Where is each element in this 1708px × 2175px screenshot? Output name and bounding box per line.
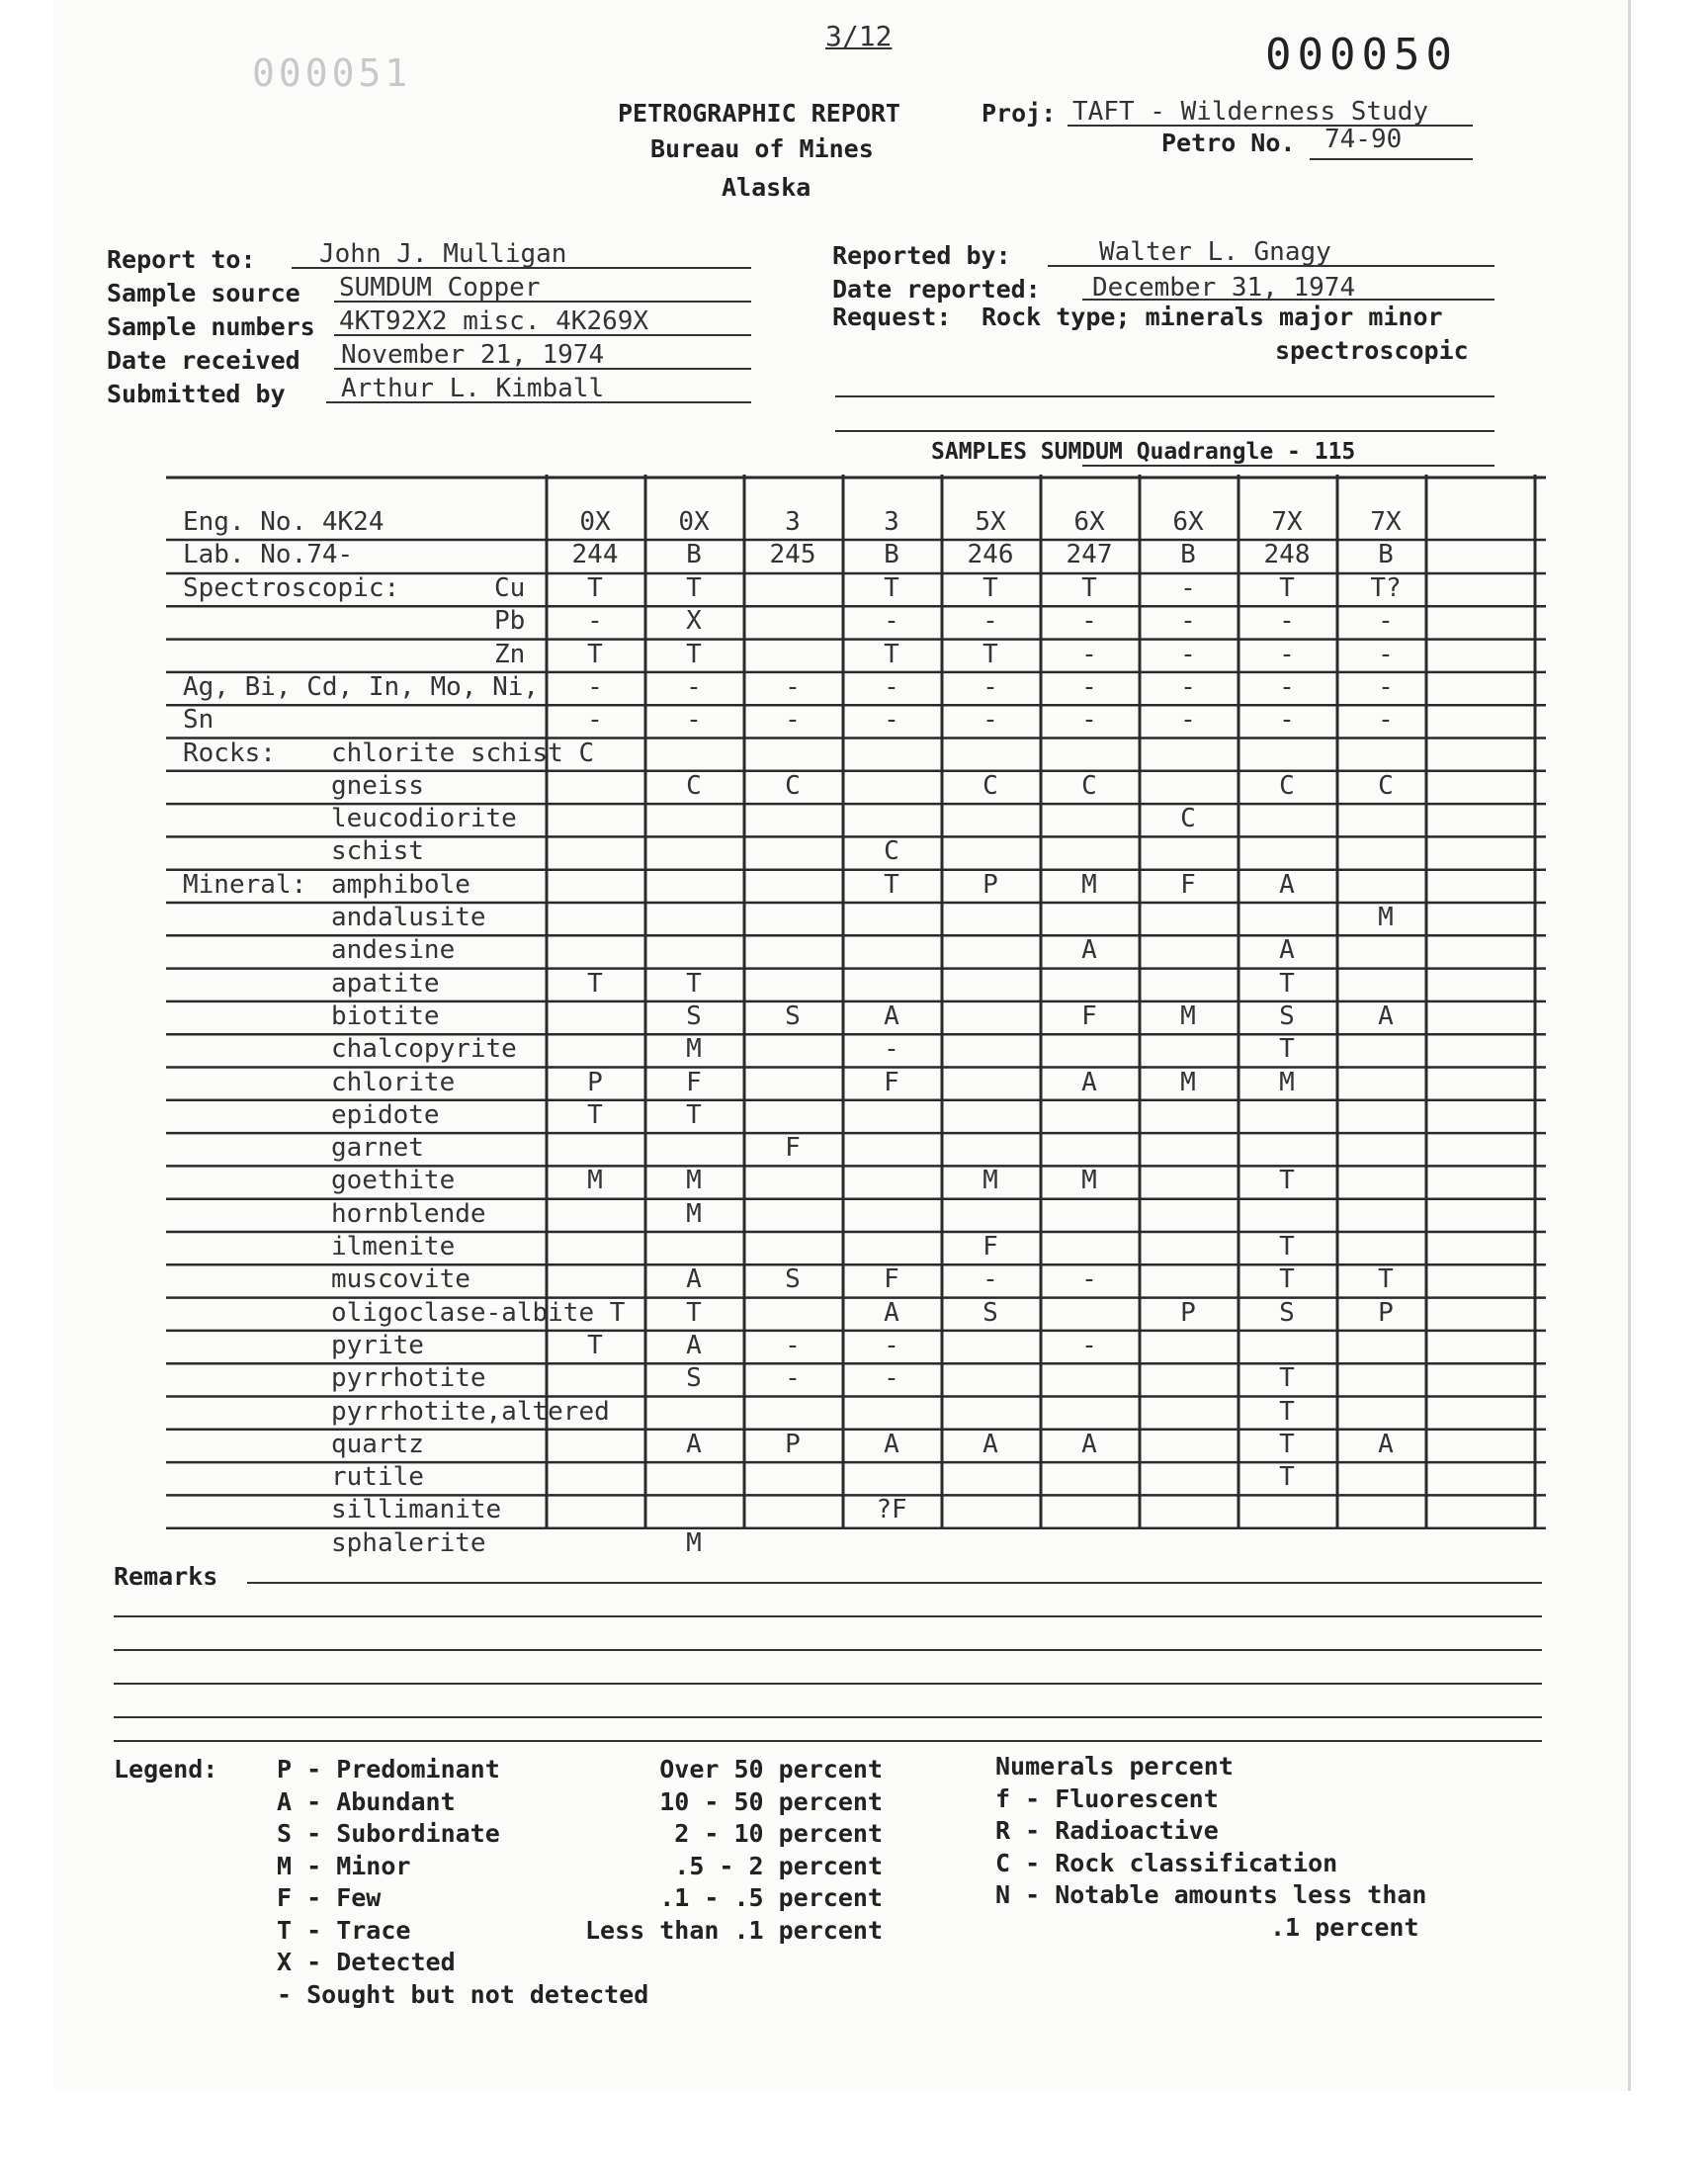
legend-code: A - Abundant bbox=[277, 1786, 456, 1816]
table-cell-value: - bbox=[785, 1330, 801, 1360]
eng-no-cell: 7X bbox=[1271, 507, 1303, 537]
eng-no-cell: 3 bbox=[785, 507, 801, 537]
legend-code: T - Trace bbox=[277, 1915, 411, 1945]
table-cell-value: A bbox=[686, 1330, 702, 1360]
table-cell-value: - bbox=[686, 671, 702, 702]
legend-code: P - Predominant bbox=[277, 1755, 500, 1784]
table-cell-value: T bbox=[587, 1099, 603, 1130]
table-cell-value: - bbox=[1378, 639, 1394, 669]
table-cell-value: T bbox=[686, 1099, 702, 1130]
table-cell-value: S bbox=[982, 1297, 998, 1328]
table-cell-value: T bbox=[1279, 968, 1295, 999]
table-cell-value: - bbox=[587, 671, 603, 702]
row-name: apatite bbox=[331, 968, 440, 999]
reported-by-value: Walter L. Gnagy bbox=[1099, 237, 1331, 267]
table-cell-value: P bbox=[982, 869, 998, 900]
legend-label: Legend: bbox=[114, 1755, 218, 1784]
table-cell-value: S bbox=[785, 1000, 801, 1031]
eng-no-cell: 0X bbox=[579, 507, 611, 537]
table-cell-value: F bbox=[785, 1133, 801, 1164]
table-cell-value: T bbox=[1378, 1264, 1394, 1295]
page-fraction: 3/12 bbox=[825, 20, 893, 52]
table-cell-value: - bbox=[1180, 573, 1196, 603]
table-cell-value: - bbox=[1378, 671, 1394, 702]
eng-no-cell: 5X bbox=[975, 507, 1006, 537]
legend-code: S - Subordinate bbox=[277, 1819, 500, 1848]
table-cell-value: P bbox=[587, 1067, 603, 1097]
table-cell-value: - bbox=[1081, 705, 1097, 736]
date-reported-value: December 31, 1974 bbox=[1092, 273, 1356, 303]
row-name: gneiss bbox=[331, 770, 424, 801]
row-name: muscovite bbox=[331, 1264, 470, 1295]
remarks-label: Remarks bbox=[114, 1562, 218, 1591]
sample-source-label: Sample source bbox=[107, 279, 300, 307]
table-cell-value: - bbox=[1081, 1264, 1097, 1295]
table-cell-value: T bbox=[686, 968, 702, 999]
table-cell-value: - bbox=[884, 671, 899, 702]
proj-label: Proj: bbox=[982, 99, 1057, 128]
table-cell-value: - bbox=[884, 1034, 899, 1065]
row-name: andalusite bbox=[331, 903, 486, 932]
row-name: quartz bbox=[331, 1429, 424, 1459]
table-cell-value: M bbox=[587, 1166, 603, 1196]
table-cell-value: F bbox=[982, 1232, 998, 1262]
table-cell-value: S bbox=[686, 1000, 702, 1031]
table-cell-value: T bbox=[1279, 1034, 1295, 1065]
table-cell-value: T bbox=[1279, 1429, 1295, 1459]
table-cell-value: - bbox=[587, 606, 603, 637]
table-cell-value: F bbox=[884, 1264, 899, 1295]
document-number: 000050 bbox=[1265, 30, 1458, 80]
table-cell-value: C bbox=[1279, 770, 1295, 801]
table-cell-value: S bbox=[785, 1264, 801, 1295]
table-cell-value: - bbox=[785, 671, 801, 702]
lab-no-cell: 246 bbox=[967, 540, 1014, 569]
row-name: pyrrhotite,altered bbox=[331, 1396, 610, 1427]
date-received-value: November 21, 1974 bbox=[341, 340, 605, 370]
date-reported-label: Date reported: bbox=[832, 275, 1041, 304]
row-name: goethite bbox=[331, 1166, 456, 1196]
table-cell-value: - bbox=[1081, 1330, 1097, 1360]
table-cell-value: A bbox=[982, 1429, 998, 1459]
row-name: amphibole bbox=[331, 869, 470, 900]
table-cell-value: M bbox=[1180, 1000, 1196, 1031]
legend-note: .1 percent bbox=[1270, 1912, 1419, 1942]
table-cell-value: - bbox=[1081, 639, 1097, 669]
row-group-label: Rocks: bbox=[183, 738, 276, 768]
row-name: chalcopyrite bbox=[331, 1034, 517, 1065]
table-cell-value: T bbox=[1279, 1462, 1295, 1493]
table-cell-value: T bbox=[1279, 1232, 1295, 1262]
legend-note: f - Fluorescent bbox=[995, 1784, 1219, 1813]
table-cell-value: T bbox=[884, 573, 899, 603]
table-cell-value: - bbox=[785, 705, 801, 736]
legend-percent: Over 50 percent bbox=[659, 1755, 883, 1784]
table-cell-value: - bbox=[1081, 671, 1097, 702]
table-cell-value: T bbox=[686, 573, 702, 603]
table-cell-value: T bbox=[1279, 1166, 1295, 1196]
petro-value: 74-90 bbox=[1324, 125, 1403, 154]
row-name: hornblende bbox=[331, 1198, 486, 1229]
table-cell-value: - bbox=[1378, 606, 1394, 637]
table-cell-value: T bbox=[686, 639, 702, 669]
lab-no-cell: B bbox=[1180, 540, 1196, 569]
bureau-name: Bureau of Mines bbox=[650, 134, 874, 163]
table-cell-value: C bbox=[884, 836, 899, 867]
table-cell-value: - bbox=[982, 705, 998, 736]
table-cell-value: A bbox=[1081, 935, 1097, 966]
table-cell-value: T bbox=[1081, 573, 1097, 603]
legend-note: C - Rock classification bbox=[995, 1848, 1338, 1877]
table-cell-value: - bbox=[1081, 606, 1097, 637]
table-cell-value: M bbox=[1081, 1166, 1097, 1196]
petro-label: Petro No. bbox=[1161, 129, 1296, 157]
report-to-value: John J. Mulligan bbox=[319, 239, 567, 269]
table-cell-value: T bbox=[884, 639, 899, 669]
lab-no-cell: B bbox=[686, 540, 702, 569]
table-cell-value: F bbox=[884, 1067, 899, 1097]
table-cell-value: - bbox=[1279, 671, 1295, 702]
table-cell-value: T bbox=[587, 639, 603, 669]
table-cell-value: S bbox=[1279, 1000, 1295, 1031]
table-cell-value: M bbox=[686, 1166, 702, 1196]
legend-code: F - Few bbox=[277, 1883, 382, 1912]
table-cell-value: S bbox=[1279, 1297, 1295, 1328]
legend-code: - Sought but not detected bbox=[277, 1979, 649, 2009]
table-cell-value: - bbox=[1279, 705, 1295, 736]
lab-no-cell: 248 bbox=[1263, 540, 1311, 569]
table-cell-value: C bbox=[686, 770, 702, 801]
mineral-table bbox=[166, 475, 1546, 1558]
table-cell-value: A bbox=[1081, 1429, 1097, 1459]
document-page bbox=[54, 0, 1628, 2091]
legend-percent: 10 - 50 percent bbox=[659, 1786, 883, 1816]
table-cell-value: M bbox=[686, 1198, 702, 1229]
table-cell-value: - bbox=[884, 606, 899, 637]
proj-value: TAFT - Wilderness Study bbox=[1072, 97, 1429, 127]
faint-stamp-number: 000051 bbox=[252, 51, 412, 95]
table-cell-value: M bbox=[686, 1034, 702, 1065]
lab-no-cell: B bbox=[1378, 540, 1394, 569]
sample-numbers-value: 4KT92X2 misc. 4K269X bbox=[339, 306, 649, 336]
table-cell-value: A bbox=[1378, 1429, 1394, 1459]
legend-code: X - Detected bbox=[277, 1948, 456, 1976]
lab-no-cell: 244 bbox=[571, 540, 619, 569]
table-cell-value: P bbox=[1378, 1297, 1394, 1328]
table-cell-value: - bbox=[1180, 671, 1196, 702]
report-title: PETROGRAPHIC REPORT bbox=[618, 99, 900, 128]
submitted-by-value: Arthur L. Kimball bbox=[341, 374, 605, 403]
table-cell-value: - bbox=[982, 1264, 998, 1295]
row-name: chlorite bbox=[331, 1067, 456, 1097]
table-cell-value: - bbox=[1279, 639, 1295, 669]
eng-no-cell: 3 bbox=[884, 507, 899, 537]
row-name: schist bbox=[331, 836, 424, 867]
table-cell-value: A bbox=[1279, 935, 1295, 966]
table-cell-value: X bbox=[686, 606, 702, 637]
legend-note: R - Radioactive bbox=[995, 1816, 1219, 1845]
legend-code: M - Minor bbox=[277, 1851, 411, 1880]
row-name: epidote bbox=[331, 1099, 440, 1130]
table-cell-value: A bbox=[1279, 869, 1295, 900]
sample-numbers-label: Sample numbers bbox=[107, 312, 315, 341]
row-name: chlorite schist C bbox=[331, 738, 595, 768]
table-cell-value: - bbox=[1378, 705, 1394, 736]
table-cell-value: A bbox=[884, 1429, 899, 1459]
eng-no-cell: 7X bbox=[1370, 507, 1402, 537]
table-cell-value: - bbox=[785, 1363, 801, 1394]
table-cell-value: T bbox=[1279, 1264, 1295, 1295]
table-cell-value: - bbox=[686, 705, 702, 736]
row-name: sphalerite bbox=[331, 1527, 486, 1558]
table-cell-value: - bbox=[884, 1363, 899, 1394]
submitted-by-label: Submitted by bbox=[107, 380, 286, 408]
row-name: rutile bbox=[331, 1462, 424, 1493]
table-cell-value: - bbox=[982, 606, 998, 637]
table-cell-value: F bbox=[1081, 1000, 1097, 1031]
table-cell-value: A bbox=[686, 1264, 702, 1295]
date-received-label: Date received bbox=[107, 346, 300, 375]
table-cell-value: S bbox=[686, 1363, 702, 1394]
table-cell-value: - bbox=[884, 705, 899, 736]
report-to-label: Report to: bbox=[107, 245, 256, 274]
row-name: garnet bbox=[331, 1133, 424, 1164]
table-cell-value: M bbox=[1180, 1067, 1196, 1097]
table-cell-value: T bbox=[982, 639, 998, 669]
table-cell-value: A bbox=[1081, 1067, 1097, 1097]
table-cell-value: T bbox=[587, 1330, 603, 1360]
eng-no-cell: 6X bbox=[1073, 507, 1105, 537]
region-name: Alaska bbox=[722, 173, 811, 202]
table-cell-value: - bbox=[587, 705, 603, 736]
table-cell-value: T bbox=[1279, 1396, 1295, 1427]
table-cell-value: F bbox=[1180, 869, 1196, 900]
row-name: pyrite bbox=[331, 1330, 424, 1360]
row-name: oligoclase-albite T bbox=[331, 1297, 626, 1328]
row-name: Zn bbox=[494, 639, 526, 669]
legend-note: Numerals percent bbox=[995, 1752, 1234, 1781]
table-cell-value: M bbox=[982, 1166, 998, 1196]
table-cell-value: M bbox=[686, 1527, 702, 1558]
eng-no-cell: 6X bbox=[1172, 507, 1204, 537]
legend-percent: Less than .1 percent bbox=[584, 1915, 883, 1945]
table-cell-value: A bbox=[884, 1000, 899, 1031]
table-cell-value: T bbox=[982, 573, 998, 603]
legend-percent: 2 - 10 percent bbox=[674, 1819, 883, 1848]
table-cell-value: - bbox=[1279, 606, 1295, 637]
row-group-label: Ag, Bi, Cd, In, Mo, Ni, bbox=[183, 671, 540, 702]
eng-no-label: Eng. No. 4K24 bbox=[183, 507, 384, 537]
table-cell-value: A bbox=[1378, 1000, 1394, 1031]
table-cell-value: T bbox=[1279, 573, 1295, 603]
row-name: leucodiorite bbox=[331, 804, 517, 834]
row-name: ilmenite bbox=[331, 1232, 456, 1262]
table-cell-value: M bbox=[1279, 1067, 1295, 1097]
reported-by-label: Reported by: bbox=[832, 241, 1011, 270]
table-cell-value: A bbox=[884, 1297, 899, 1328]
table-cell-value: - bbox=[1180, 639, 1196, 669]
table-cell-value: - bbox=[884, 1330, 899, 1360]
legend-percent: .5 - 2 percent bbox=[674, 1851, 883, 1880]
table-cell-value: C bbox=[982, 770, 998, 801]
table-cell-value: P bbox=[785, 1429, 801, 1459]
table-cell-value: T bbox=[1279, 1363, 1295, 1394]
request-line1: Rock type; minerals major minor bbox=[982, 303, 1443, 331]
table-cell-value: T bbox=[587, 968, 603, 999]
table-cell-value: - bbox=[1180, 606, 1196, 637]
table-cell-value: T bbox=[587, 573, 603, 603]
row-name: pyrrhotite bbox=[331, 1363, 486, 1394]
table-cell-value: T bbox=[884, 869, 899, 900]
legend-note: N - Notable amounts less than bbox=[995, 1880, 1427, 1909]
table-cell-value: M bbox=[1378, 903, 1394, 932]
table-cell-value: C bbox=[1081, 770, 1097, 801]
lab-no-cell: B bbox=[884, 540, 899, 569]
table-cell-value: F bbox=[686, 1067, 702, 1097]
legend-percent: .1 - .5 percent bbox=[659, 1883, 883, 1912]
table-cell-value: A bbox=[686, 1429, 702, 1459]
row-group-label: Mineral: bbox=[183, 869, 307, 900]
lab-no-cell: 245 bbox=[769, 540, 816, 569]
table-cell-value: T bbox=[686, 1297, 702, 1328]
lab-no-label: Lab. No.74- bbox=[183, 540, 354, 569]
table-cell-value: ?F bbox=[876, 1495, 907, 1525]
lab-no-cell: 247 bbox=[1066, 540, 1113, 569]
row-name: sillimanite bbox=[331, 1495, 502, 1525]
row-name: biotite bbox=[331, 1000, 440, 1031]
table-cell-value: M bbox=[1081, 869, 1097, 900]
table-cell-value: C bbox=[1180, 804, 1196, 834]
row-group-label: Sn bbox=[183, 705, 214, 736]
table-cell-value: C bbox=[785, 770, 801, 801]
table-cell-value: T? bbox=[1370, 573, 1402, 603]
eng-no-cell: 0X bbox=[678, 507, 710, 537]
row-group-label: Spectroscopic: bbox=[183, 573, 400, 603]
row-name: Pb bbox=[494, 606, 526, 637]
request-label: Request: bbox=[832, 303, 952, 331]
request-line2: spectroscopic bbox=[1275, 336, 1469, 365]
row-name: Cu bbox=[494, 573, 526, 603]
table-cell-value: C bbox=[1378, 770, 1394, 801]
table-cell-value: P bbox=[1180, 1297, 1196, 1328]
samples-heading: SAMPLES SUMDUM Quadrangle - 115 bbox=[931, 439, 1356, 465]
row-name: andesine bbox=[331, 935, 456, 966]
table-cell-value: - bbox=[982, 671, 998, 702]
sample-source-value: SUMDUM Copper bbox=[339, 273, 541, 303]
table-cell-value: - bbox=[1180, 705, 1196, 736]
